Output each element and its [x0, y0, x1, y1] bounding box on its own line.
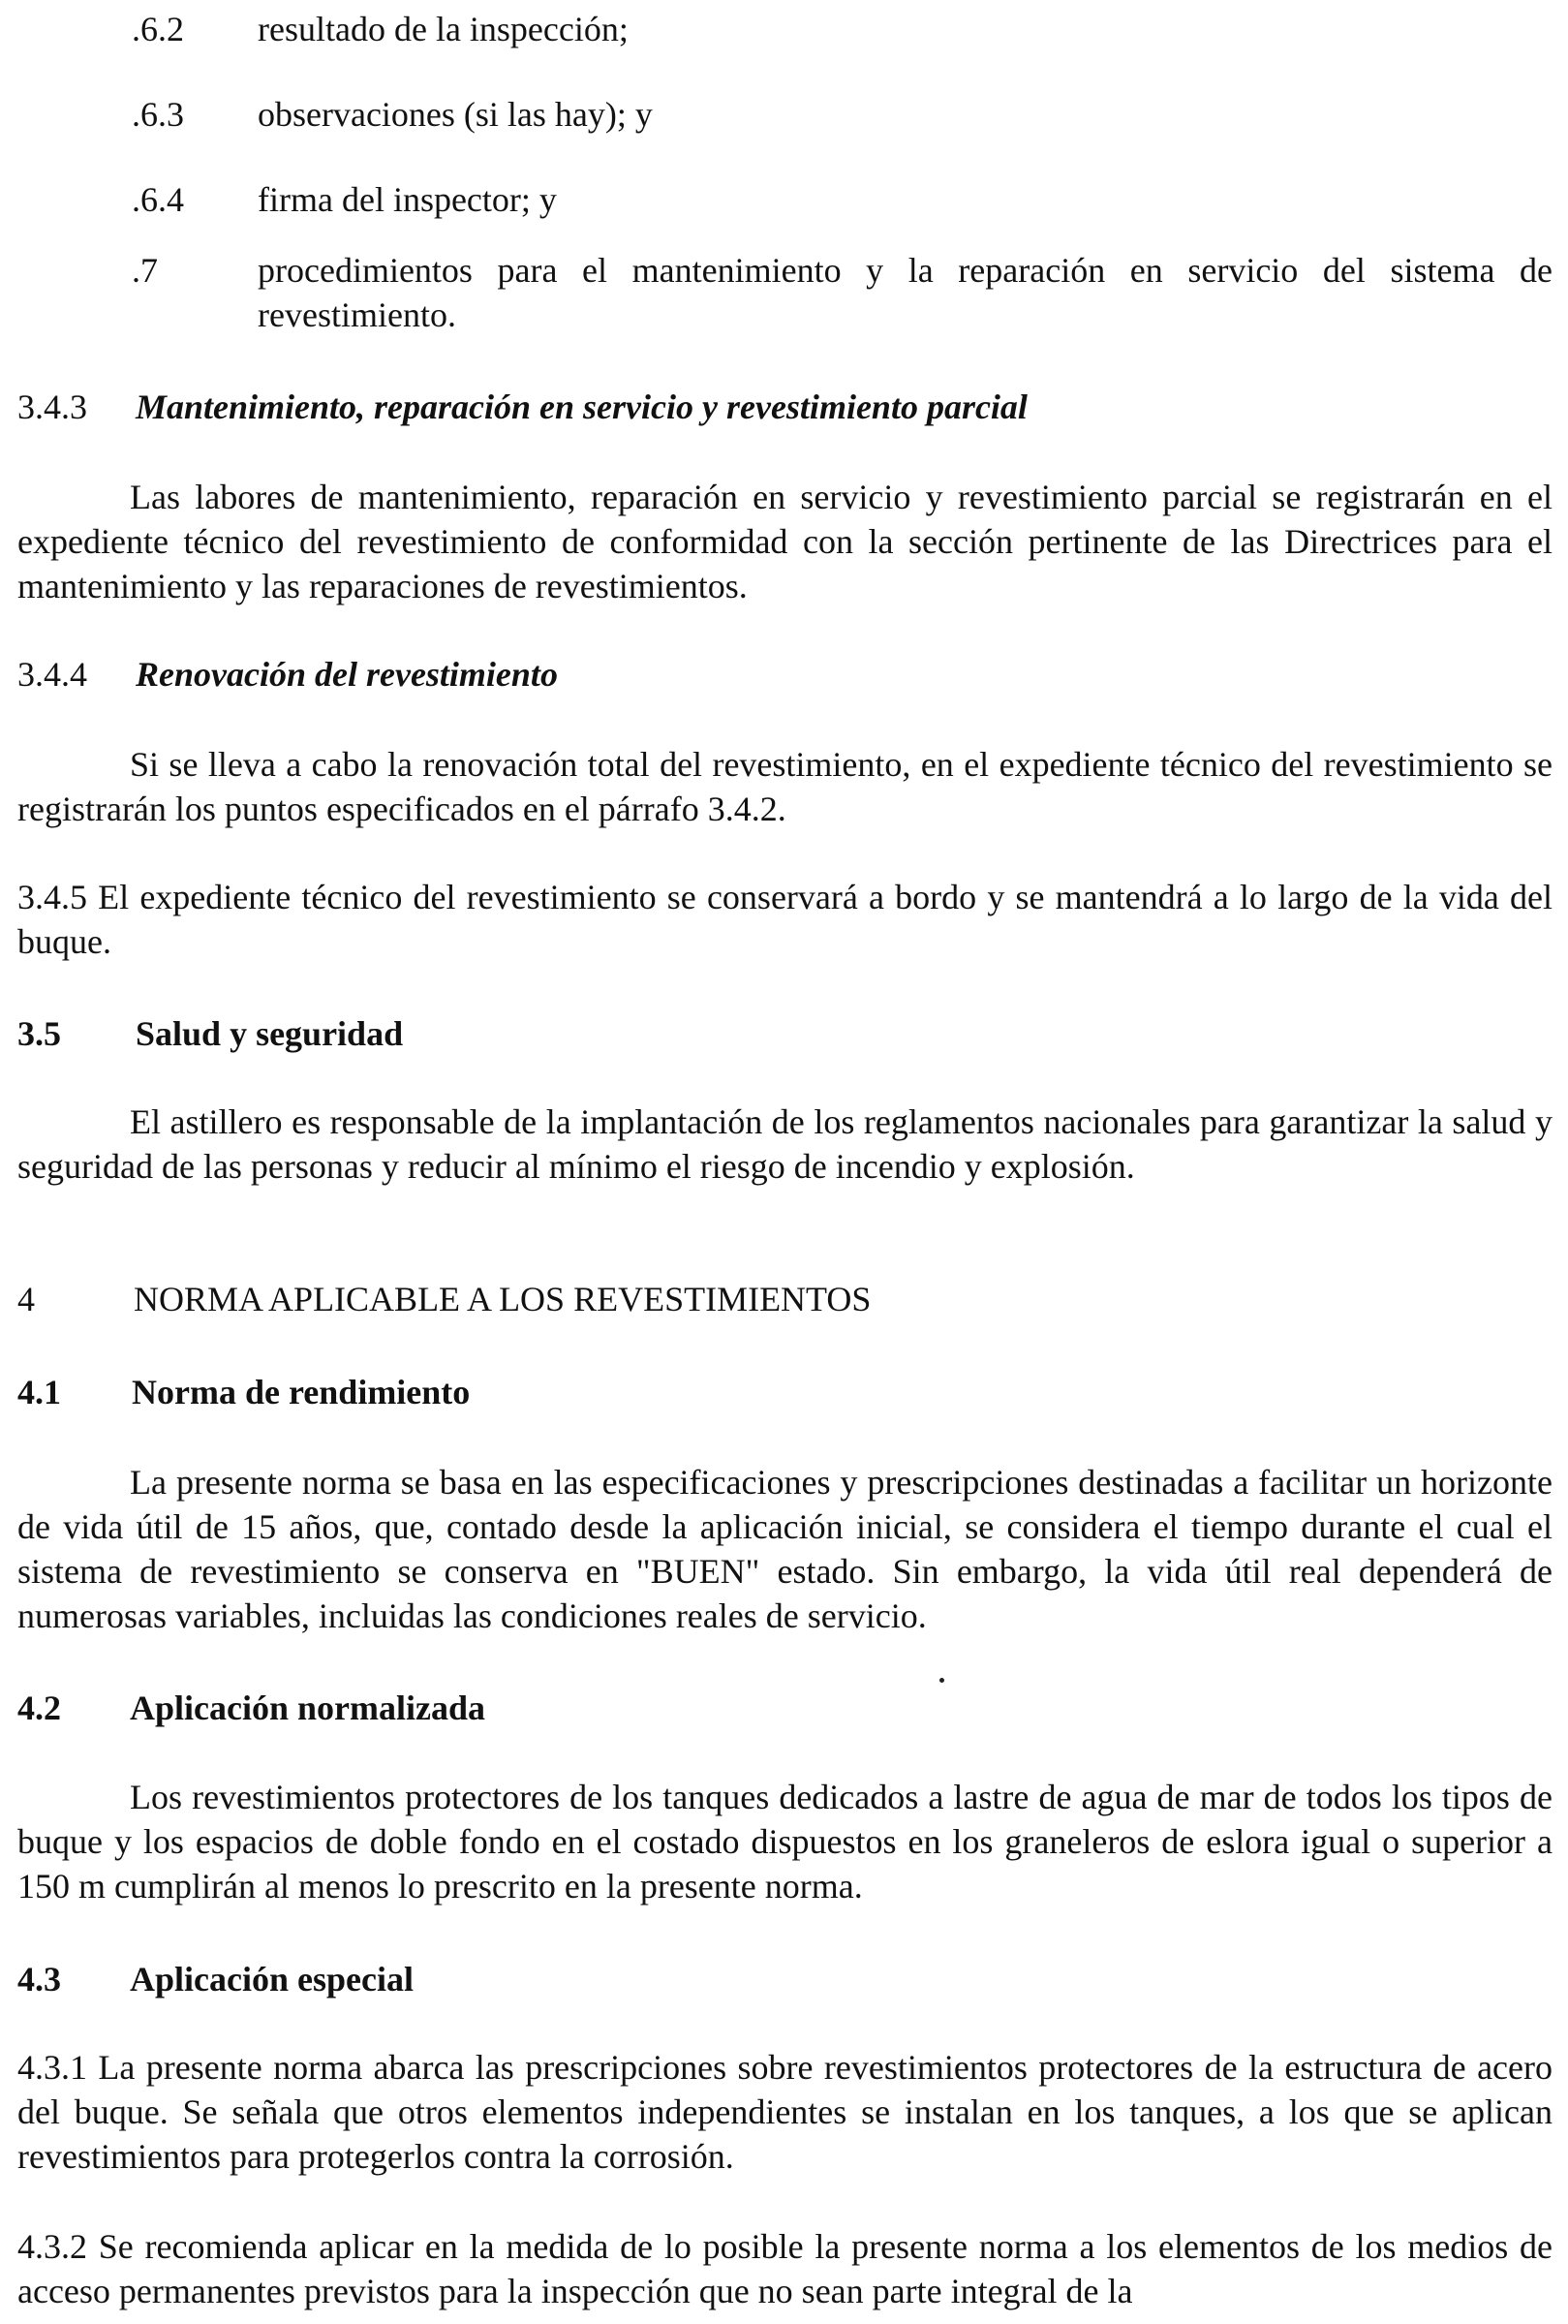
section-number: 3.5 — [17, 1014, 61, 1053]
section-title: Mantenimiento, reparación en servicio y revestimiento parcial — [136, 387, 1028, 426]
paragraph-4-1: La presente norma se basa en las especificaciones y prescripciones destinadas a facilitar un horizonte de vida útil de 15 años, que, contado desde la aplicación inicial, se considera el tiempo durante el cual el sistema de revestimiento se conserva en "BUEN" estado. Sin embargo, la vida útil real dependerá de numerosas variables, incluidas las condiciones reales de servicio. — [17, 1463, 1553, 1635]
scan-speck — [939, 1678, 944, 1683]
list-item-number: .7 — [132, 251, 158, 290]
paragraph-4-3-2: 4.3.2 Se recomienda aplicar en la medida de lo posible la presente norma a los elementos de los medios de acceso permanentes previstos para la inspección que no sean parte integral de la — [17, 2227, 1553, 2310]
section-title: NORMA APLICABLE A LOS REVESTIMIENTOS — [134, 1280, 872, 1318]
paragraph-3-4-5: 3.4.5 El expediente técnico del revestimiento se conservará a bordo y se mantendrá a lo largo de la vida del buque. — [17, 878, 1553, 961]
list-item-text: observaciones (si las hay); y — [258, 95, 653, 134]
section-title: Aplicación normalizada — [130, 1689, 485, 1727]
paragraph-3-4-3: Las labores de mantenimiento, reparación en servicio y revestimiento parcial se registrarán en el expediente técnico del revestimiento de conformidad con la sección pertinente de las Directrices para el mantenimiento y las reparaciones de revestimientos. — [17, 478, 1553, 605]
section-number: 4 — [17, 1280, 35, 1318]
section-number: 3.4.3 — [17, 387, 87, 426]
section-title: Salud y seguridad — [136, 1014, 404, 1053]
paragraph-3-4-4: Si se lleva a cabo la renovación total del revestimiento, en el expediente técnico del revestimiento se registrarán los puntos especificados en el párrafo 3.4.2. — [17, 745, 1553, 828]
paragraph-3-5: El astillero es responsable de la implantación de los reglamentos nacionales para garantizar la salud y seguridad de las personas y reducir al mínimo el riesgo de incendio y explosión. — [17, 1102, 1553, 1186]
section-title: Renovación del revestimiento — [136, 655, 558, 694]
list-item-text: firma del inspector; y — [258, 180, 557, 219]
paragraph-4-3-1: 4.3.1 La presente norma abarca las prescripciones sobre revestimientos protectores de la estructura de acero del buque. Se señala que otros elementos independientes se instalan en los tanques, a los que se aplican revestimientos para protegerlos contra la corrosión. — [17, 2048, 1553, 2176]
list-item-number: .6.2 — [132, 10, 184, 48]
list-item-number: .6.4 — [132, 180, 184, 219]
section-title: Aplicación especial — [130, 1960, 414, 1999]
paragraph-4-2: Los revestimientos protectores de los tanques dedicados a lastre de agua de mar de todos los tipos de buque y los espacios de doble fondo en el costado dispuestos en los graneleros de eslora igual o superior a 150 m cumplirán al menos lo prescrito en la presente norma. — [17, 1778, 1553, 1906]
section-number: 4.1 — [17, 1373, 61, 1411]
section-number: 3.4.4 — [17, 655, 87, 694]
list-item-text: resultado de la inspección; — [258, 10, 629, 48]
list-item-text: procedimientos para el mantenimiento y la reparación en servicio del sistema de revestimiento. — [258, 251, 1553, 334]
list-item-number: .6.3 — [132, 95, 184, 134]
section-number: 4.2 — [17, 1689, 61, 1727]
section-title: Norma de rendimiento — [132, 1373, 471, 1411]
section-number: 4.3 — [17, 1960, 61, 1999]
